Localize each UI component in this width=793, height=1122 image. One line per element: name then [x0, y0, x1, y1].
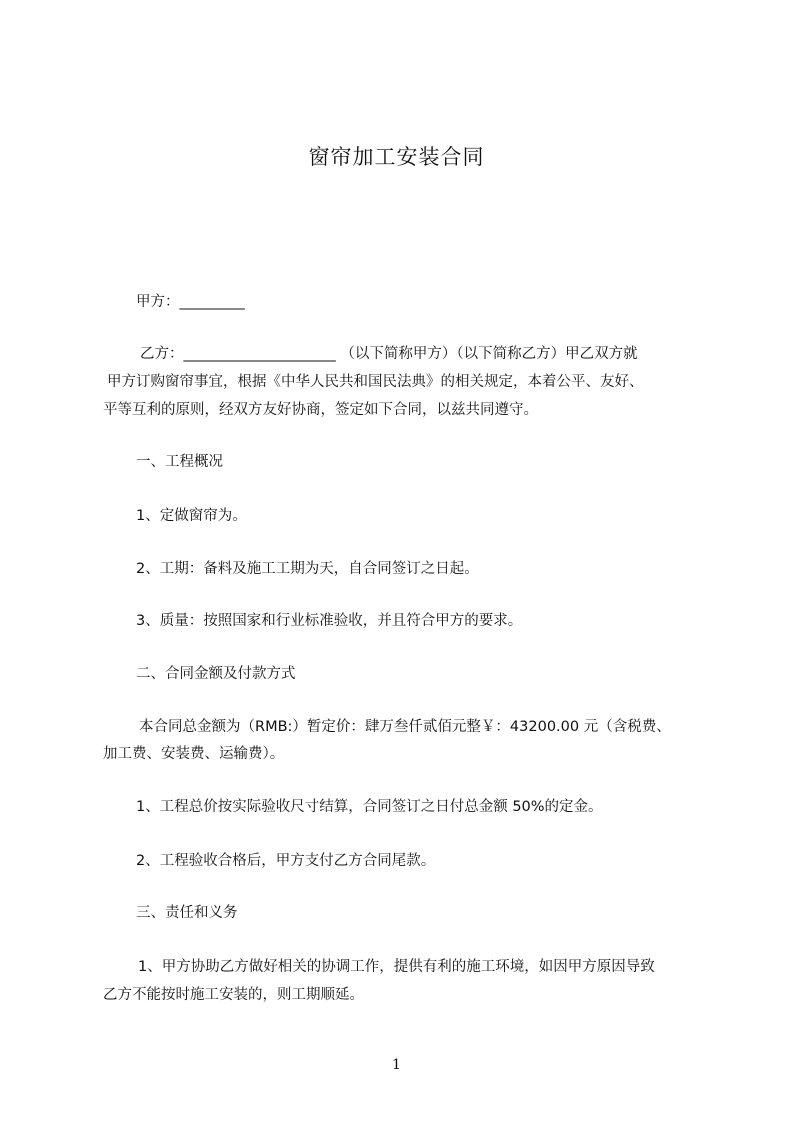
section1-item-3: 3、质量：按照国家和行业标准验收，并且符合甲方的要求。	[136, 613, 523, 629]
party-b-intro-line-2: 甲方订购窗帘事宜，根据《中华人民共和国民法典》的相关规定，本着公平、友好、	[107, 374, 644, 390]
section3-item-1-line-1: 1、甲方协助乙方做好相关的协调工作，提供有利的施工环境，如因甲方原因导致	[138, 959, 655, 975]
section2-item-2: 2、工程验收合格后，甲方支付乙方合同尾款。	[136, 853, 436, 869]
section-heading-2: 二、合同金额及付款方式	[136, 666, 296, 682]
party-a-line: 甲方：_________	[136, 294, 245, 310]
section-heading-1: 一、工程概况	[136, 454, 223, 470]
party-b-intro-line-1: 乙方：_____________________ （以下简称甲方）（以下简称乙方）甲乙双方就	[140, 346, 638, 362]
section2-item-1: 1、工程总价按实际验收尺寸结算，合同签订之日付总金额 50%的定金。	[136, 799, 603, 815]
section1-item-2: 2、工期：备料及施工工期为天，自合同签订之日起。	[136, 561, 479, 577]
amount-line-1: 本合同总金额为（RMB:）暂定价：肆万叁仟贰佰元整￥：43200.00 元（含税费、	[139, 719, 671, 735]
page-number: 1	[392, 1057, 401, 1073]
document-title: 窗帘加工安装合同	[308, 145, 485, 169]
party-b-intro-line-3: 平等互利的原则，经双方友好协商，签定如下合同，以兹共同遵守。	[103, 402, 538, 418]
section-heading-3: 三、责任和义务	[136, 905, 238, 921]
section3-item-1-line-2: 乙方不能按时施工安装的，则工期顺延。	[103, 987, 364, 1003]
section1-item-1: 1、定做窗帘为。	[136, 508, 247, 524]
amount-line-2: 加工费、安装费、运输费）。	[103, 746, 285, 762]
